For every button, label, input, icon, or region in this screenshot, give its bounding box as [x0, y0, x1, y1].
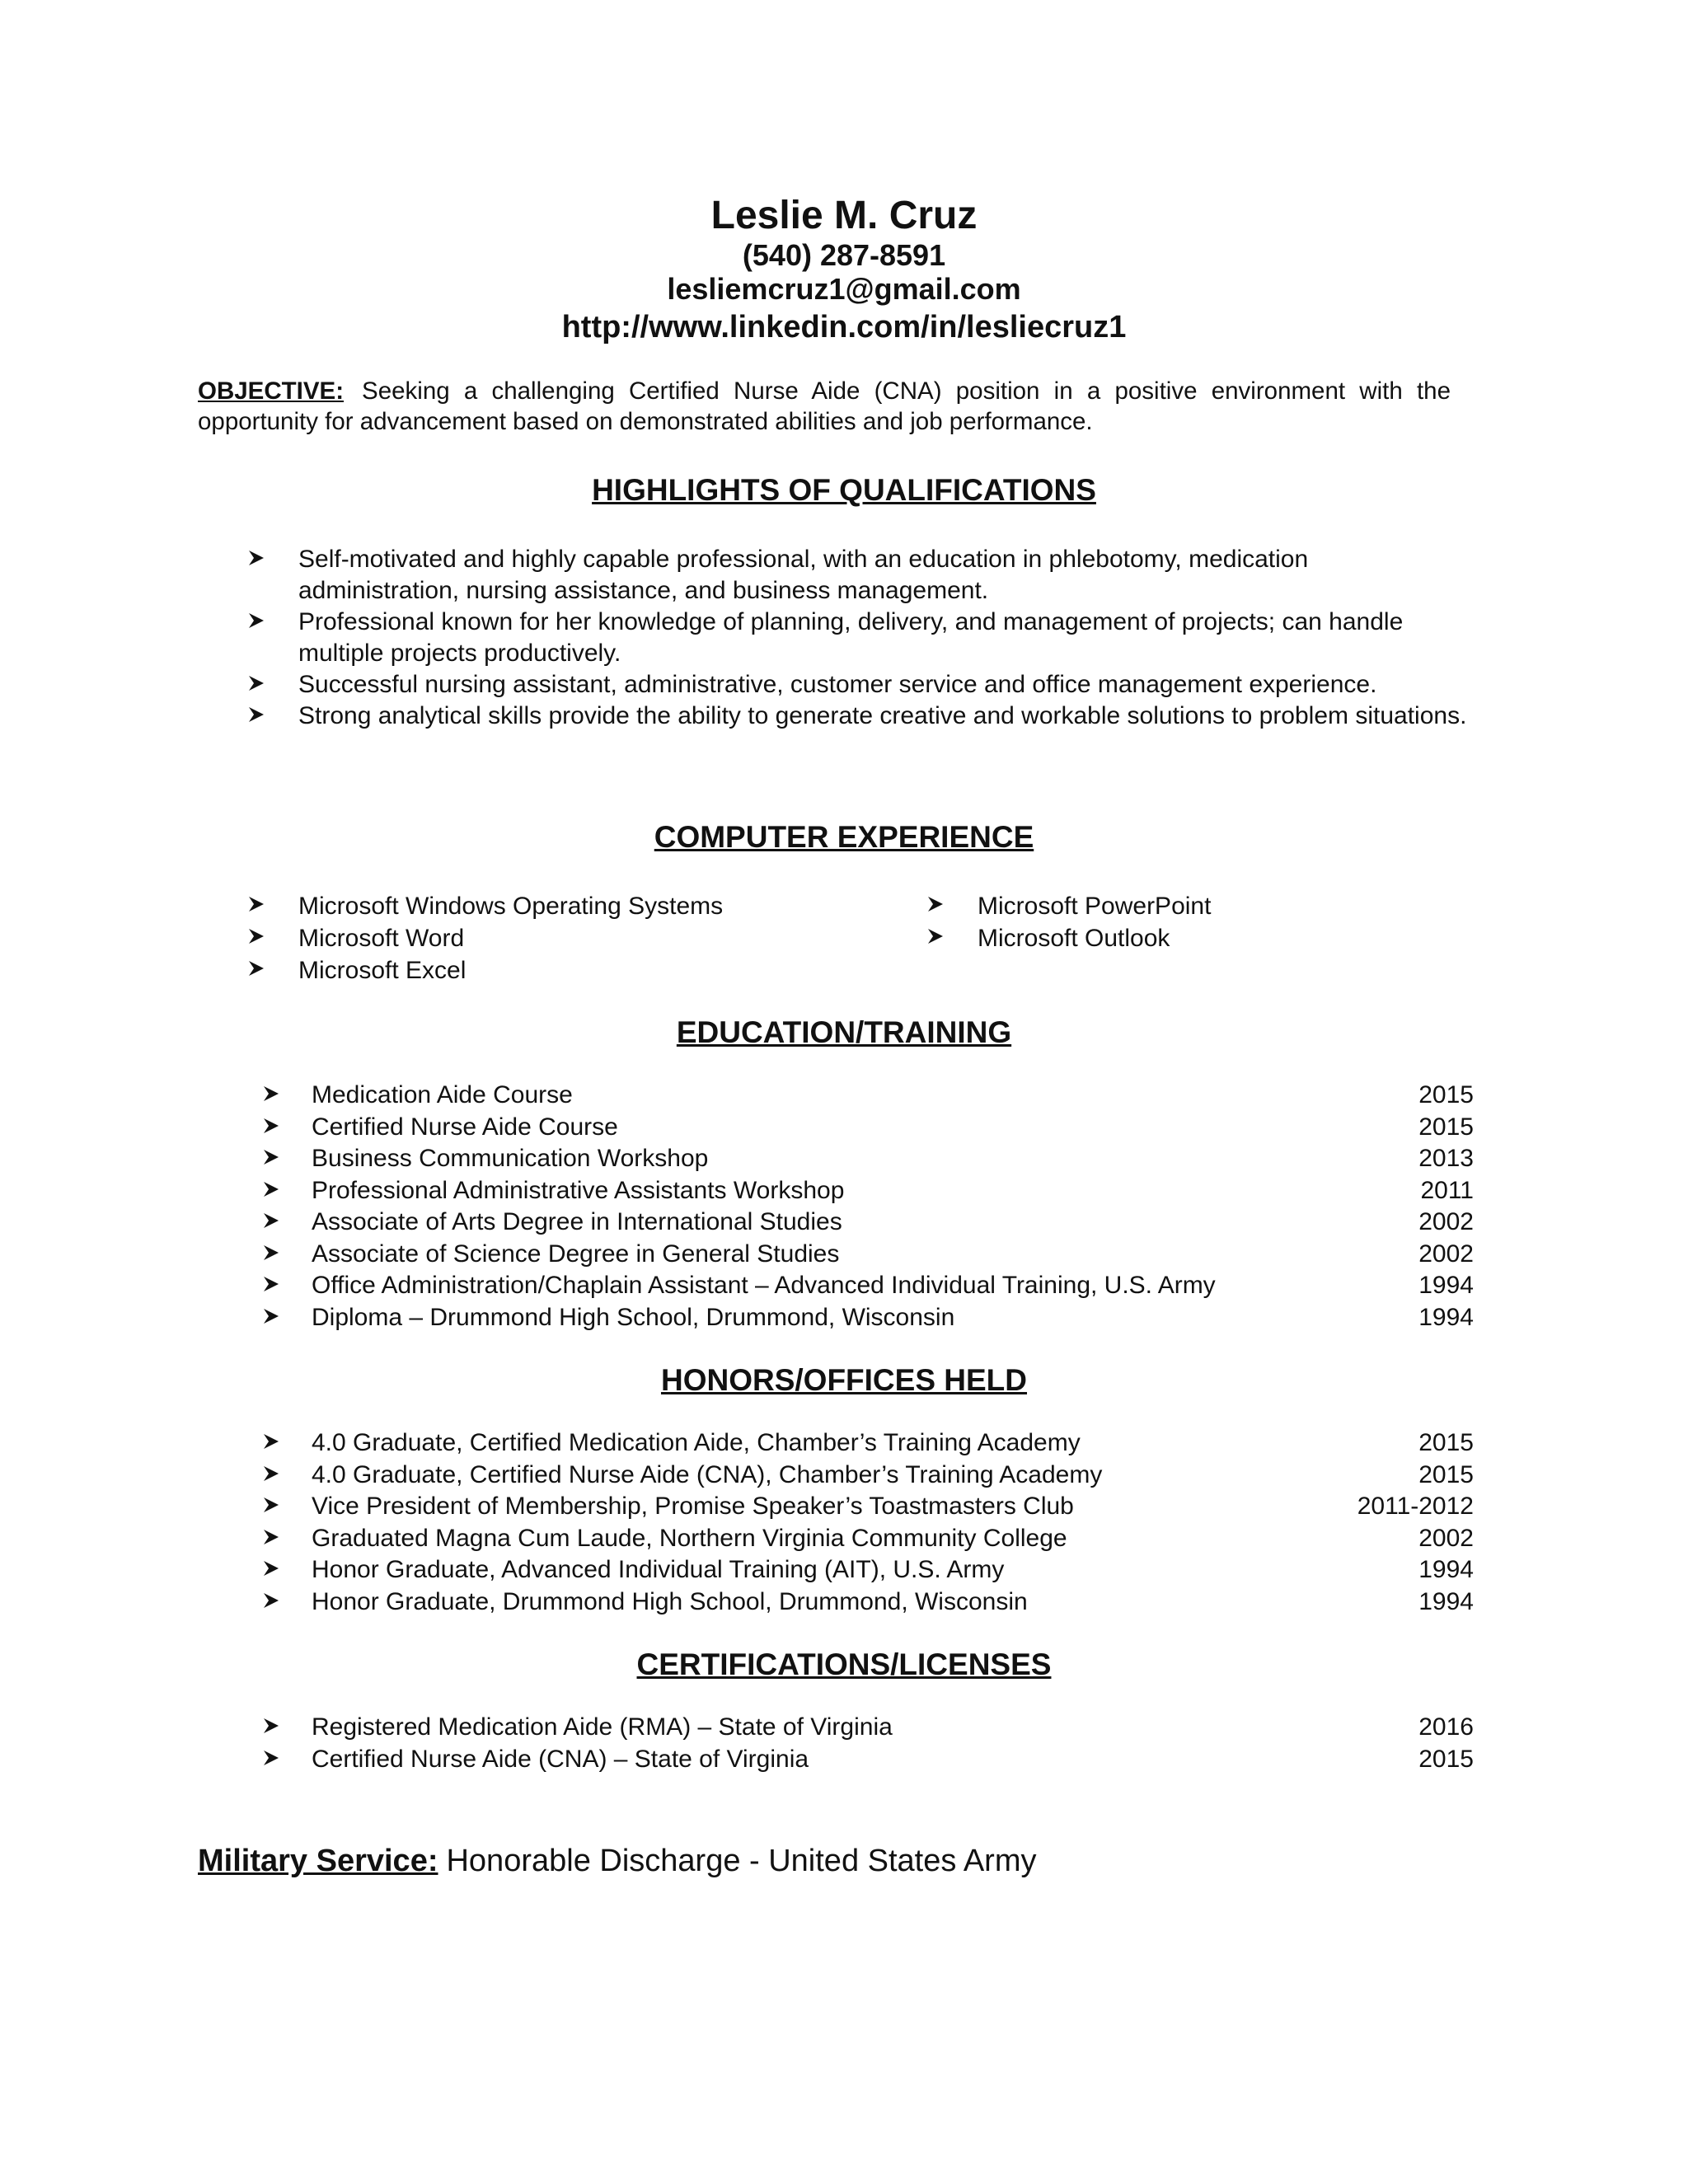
- arrowhead-bullet-icon: [247, 895, 265, 917]
- military-service: [198, 1841, 1036, 1881]
- list-item-year: 1994: [1418, 1303, 1474, 1331]
- list-item-text: Microsoft Word: [298, 925, 465, 952]
- list-item-year: 2015: [1418, 1460, 1474, 1488]
- list-item-year: 2011: [1420, 1176, 1474, 1204]
- list-item: [262, 1270, 1474, 1302]
- list-item: [247, 922, 824, 954]
- list-item-year: 2013: [1418, 1145, 1474, 1172]
- list-item-text: Certified Nurse Aide (CNA) – State of Virginia: [312, 1745, 809, 1773]
- list-item: [926, 890, 1503, 922]
- highlights-heading: HIGHLIGHTS OF QUALIFICATIONS: [592, 473, 1096, 507]
- list-item-year: 2002: [1418, 1524, 1474, 1552]
- arrowhead-bullet-icon: [262, 1749, 280, 1771]
- objective-paragraph: [198, 376, 1451, 437]
- list-item: [262, 1523, 1474, 1555]
- arrowhead-bullet-icon: [262, 1717, 280, 1739]
- list-item-text: Successful nursing assistant, administrative, customer service and office management experience.: [298, 671, 1377, 698]
- education-heading: EDUCATION/TRAINING: [676, 1015, 1012, 1049]
- computer-skills-left-list: [247, 890, 824, 987]
- list-item: [262, 1460, 1474, 1492]
- arrowhead-bullet-icon: [262, 1180, 280, 1202]
- highlights-list: [247, 544, 1467, 732]
- list-item-year: 1994: [1418, 1272, 1474, 1299]
- list-item: [926, 922, 1503, 954]
- arrowhead-bullet-icon: [247, 927, 265, 949]
- arrowhead-bullet-icon: [262, 1559, 280, 1582]
- military-service-label: Military Service:: [198, 1844, 438, 1878]
- arrowhead-bullet-icon: [247, 705, 265, 728]
- arrowhead-bullet-icon: [262, 1085, 280, 1107]
- arrowhead-bullet-icon: [262, 1528, 280, 1550]
- list-item: [262, 1302, 1474, 1334]
- list-item: [262, 1143, 1474, 1175]
- list-item: [262, 1112, 1474, 1144]
- list-item: [262, 1239, 1474, 1271]
- arrowhead-bullet-icon: [262, 1117, 280, 1139]
- list-item-text: Graduated Magna Cum Laude, Northern Virginia Community College: [312, 1524, 1067, 1552]
- list-item-text: Microsoft PowerPoint: [978, 893, 1212, 920]
- arrowhead-bullet-icon: [926, 927, 945, 949]
- list-item-text: Professional Administrative Assistants Workshop: [312, 1176, 845, 1204]
- objective-label: OBJECTIVE:: [198, 377, 345, 405]
- education-list: [262, 1080, 1474, 1333]
- list-item-year: 2015: [1418, 1429, 1474, 1456]
- arrowhead-bullet-icon: [262, 1496, 280, 1518]
- list-item-text: 4.0 Graduate, Certified Medication Aide, Chamber’s Training Academy: [312, 1429, 1081, 1456]
- arrowhead-bullet-icon: [926, 895, 945, 917]
- list-item: [262, 1207, 1474, 1239]
- honors-heading: HONORS/OFFICES HELD: [660, 1363, 1028, 1397]
- list-item-text: Vice President of Membership, Promise Speaker’s Toastmasters Club: [312, 1493, 1074, 1520]
- list-item-text: Strong analytical skills provide the ability to generate creative and workable solutions to problem situations.: [298, 702, 1467, 729]
- arrowhead-bullet-icon: [262, 1591, 280, 1614]
- list-item-year: 2002: [1418, 1240, 1474, 1268]
- computer-skills-right-list: [926, 890, 1503, 954]
- list-item: [262, 1554, 1474, 1586]
- certifications-heading: CERTIFICATIONS/LICENSES: [636, 1647, 1052, 1681]
- list-item-text: Office Administration/Chaplain Assistant – Advanced Individual Training, U.S. Army: [312, 1272, 1216, 1299]
- list-item-text: Medication Aide Course: [312, 1081, 573, 1108]
- list-item: [247, 607, 1467, 669]
- computer-experience-heading: COMPUTER EXPERIENCE: [654, 820, 1034, 854]
- list-item-text: Microsoft Outlook: [978, 925, 1170, 952]
- list-item-text: Diploma – Drummond High School, Drummond, Wisconsin: [312, 1303, 955, 1331]
- arrowhead-bullet-icon: [247, 549, 265, 571]
- arrowhead-bullet-icon: [262, 1432, 280, 1455]
- email-address: lesliemcruz1@gmail.com: [667, 272, 1021, 306]
- list-item-text: Microsoft Excel: [298, 957, 467, 984]
- list-item: [247, 669, 1467, 701]
- list-item-text: Certified Nurse Aide Course: [312, 1113, 618, 1141]
- objective-text: Seeking a challenging Certified Nurse Aide (CNA) position in a positive environment with the opportunity for advancement based on demonstrated abilities and job performance.: [198, 377, 1451, 435]
- list-item-year: 1994: [1418, 1587, 1474, 1615]
- arrowhead-bullet-icon: [247, 674, 265, 696]
- list-item-year: 2002: [1418, 1208, 1474, 1235]
- arrowhead-bullet-icon: [262, 1465, 280, 1487]
- arrowhead-bullet-icon: [247, 612, 265, 634]
- arrowhead-bullet-icon: [262, 1307, 280, 1329]
- list-item-text: 4.0 Graduate, Certified Nurse Aide (CNA), Chamber’s Training Academy: [312, 1460, 1103, 1488]
- arrowhead-bullet-icon: [262, 1244, 280, 1266]
- list-item-text: Professional known for her knowledge of planning, delivery, and management of projects; can handle multiple projects productively.: [298, 608, 1404, 667]
- arrowhead-bullet-icon: [262, 1148, 280, 1170]
- list-item-text: Microsoft Windows Operating Systems: [298, 893, 724, 920]
- list-item-year: 2011-2012: [1357, 1493, 1474, 1520]
- list-item: [262, 1427, 1474, 1460]
- list-item: [262, 1491, 1474, 1523]
- arrowhead-bullet-icon: [247, 959, 265, 982]
- linkedin-url: http://www.linkedin.com/in/lesliecruz1: [561, 310, 1127, 344]
- list-item-year: 2015: [1418, 1113, 1474, 1141]
- list-item-year: 2016: [1418, 1713, 1474, 1741]
- military-service-text: Honorable Discharge - United States Army: [446, 1844, 1037, 1878]
- list-item: [262, 1175, 1474, 1207]
- honors-list: [262, 1427, 1474, 1618]
- list-item-year: 2015: [1418, 1081, 1474, 1108]
- list-item: [262, 1080, 1474, 1112]
- list-item: [247, 701, 1467, 732]
- list-item-text: Business Communication Workshop: [312, 1145, 709, 1172]
- list-item-text: Associate of Science Degree in General Studies: [312, 1240, 840, 1268]
- list-item-text: Honor Graduate, Advanced Individual Training (AIT), U.S. Army: [312, 1556, 1005, 1583]
- list-item: [262, 1712, 1474, 1744]
- list-item-text: Honor Graduate, Drummond High School, Drummond, Wisconsin: [312, 1587, 1028, 1615]
- list-item-text: Self-motivated and highly capable professional, with an education in phlebotomy, medication administration, nursing assistance, and business management.: [298, 546, 1309, 604]
- list-item-year: 2015: [1418, 1745, 1474, 1773]
- list-item: [247, 954, 824, 987]
- certifications-list: [262, 1712, 1474, 1775]
- list-item: [262, 1586, 1474, 1619]
- list-item: [262, 1744, 1474, 1776]
- list-item: [247, 544, 1467, 607]
- arrowhead-bullet-icon: [262, 1212, 280, 1234]
- list-item: [247, 890, 824, 922]
- phone-number: (540) 287-8591: [742, 238, 946, 272]
- list-item-text: Registered Medication Aide (RMA) – State of Virginia: [312, 1713, 893, 1741]
- candidate-name: Leslie M. Cruz: [710, 194, 978, 237]
- list-item-text: Associate of Arts Degree in International Studies: [312, 1208, 842, 1235]
- list-item-year: 1994: [1418, 1556, 1474, 1583]
- arrowhead-bullet-icon: [262, 1275, 280, 1297]
